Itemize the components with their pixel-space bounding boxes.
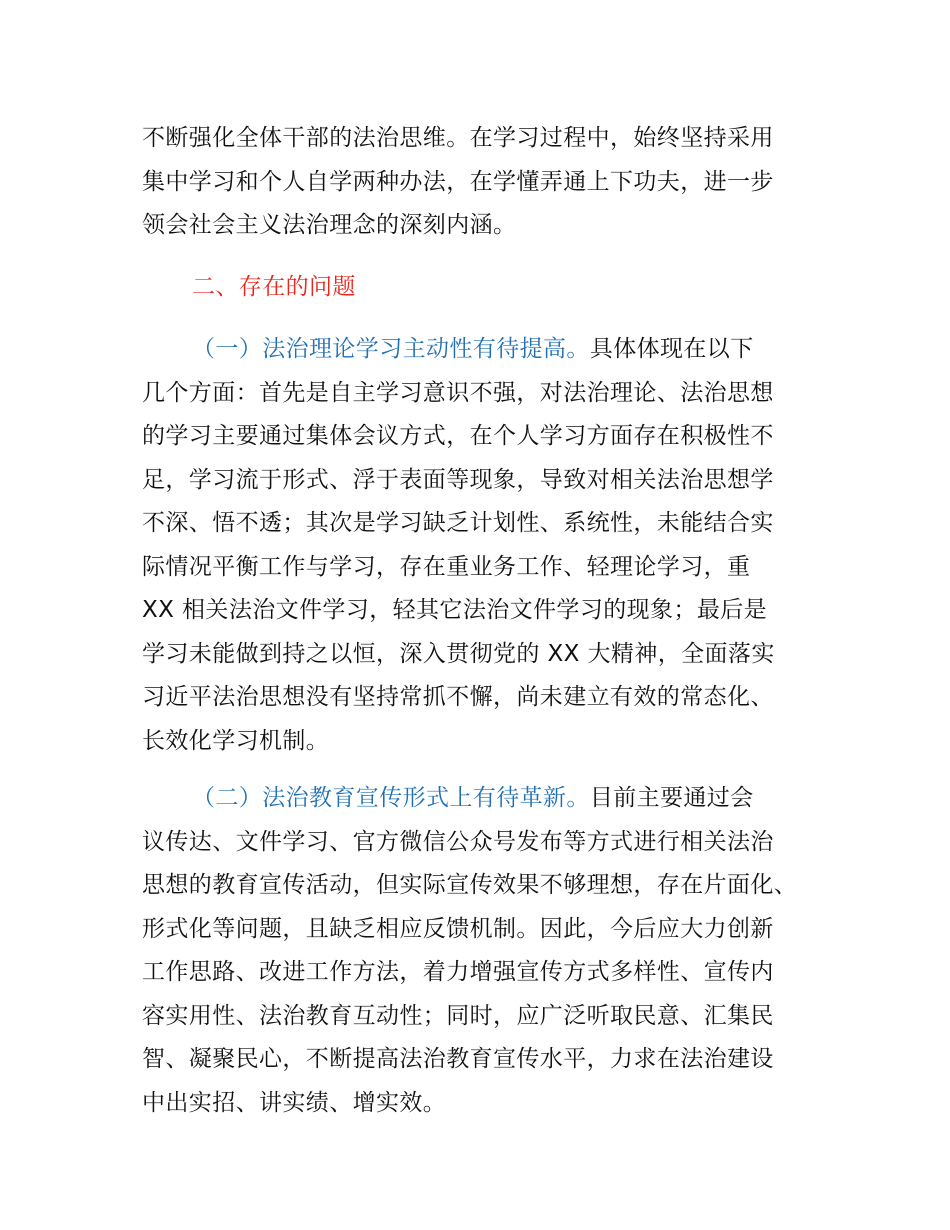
issue-1-line-2: 几个方面：首先是自主学习意识不强，对法治理论、法治思想 <box>142 379 774 406</box>
intro-line-3: 领会社会主义法治理念的深刻内涵。 <box>142 212 517 238</box>
issue-2-line-7: 智、凝聚民心，不断提高法治教育宣传水平，力求在法治建设 <box>142 1046 774 1072</box>
issue-2-first-line-rest: 目前主要通过会 <box>589 785 754 811</box>
issue-1-line-4: 足，学习流于形式、浮于表面等现象，导致对相关法治思想学 <box>142 466 774 493</box>
issue-2-line-5: 工作思路、改进工作方法，着力增强宣传方式多样性、宣传内 <box>142 959 774 985</box>
issue-2-line-8: 中出实招、讲实绩、增实效。 <box>142 1089 447 1116</box>
issue-1-line-10: 长效化学习机制。 <box>142 727 330 754</box>
intro-paragraph <box>142 117 832 248</box>
issue-1-line-9: 习近平法治思想没有坚持常抓不懈，尚未建立有效的常态化、 <box>142 684 774 710</box>
issue-1-line-7: XX 相关法治文件学习，轻其它法治文件学习的现象；最后是 <box>142 597 768 623</box>
intro-line-1: 不断强化全体干部的法治思维。在学习过程中，始终坚持采用 <box>142 125 774 151</box>
issue-1-line-8: 学习未能做到持之以恒，深入贯彻党的 XX 大精神，全面落实 <box>142 640 775 667</box>
section-heading-block <box>142 266 832 310</box>
issue-1-first-line-rest: 具体体现在以下 <box>589 336 754 362</box>
issue-1-title: （一）法治理论学习主动性有待提高。 <box>192 336 590 362</box>
issue-2-title: （二）法治教育宣传形式上有待革新。 <box>192 785 590 811</box>
issue-2-line-6: 容实用性、法治教育互动性；同时，应广泛听取民意、汇集民 <box>142 1002 774 1029</box>
issue-2-line-4: 形式化等问题，且缺乏相应反馈机制。因此，今后应大力创新 <box>142 915 774 942</box>
issue-1-first-line <box>142 328 832 372</box>
issue-2-paragraph <box>142 777 832 1125</box>
section-heading: 二、存在的问题 <box>192 274 356 300</box>
issue-1-paragraph <box>142 328 832 763</box>
issue-1-line-5: 不深、悟不透；其次是学习缺乏计划性、系统性，未能结合实 <box>142 510 774 536</box>
issue-1-line-6: 际情况平衡工作与学习，存在重业务工作、轻理论学习，重 <box>142 553 751 580</box>
intro-line-2: 集中学习和个人自学两种办法，在学懂弄通上下功夫，进一步 <box>142 168 774 195</box>
issue-2-line-2: 议传达、文件学习、官方微信公众号发布等方式进行相关法治 <box>142 828 774 855</box>
issue-1-line-3: 的学习主要通过集体会议方式，在个人学习方面存在积极性不 <box>142 423 774 449</box>
issue-2-line-3: 思想的教育宣传活动，但实际宣传效果不够理想，存在片面化、 <box>142 872 798 898</box>
issue-2-first-line <box>142 777 832 821</box>
